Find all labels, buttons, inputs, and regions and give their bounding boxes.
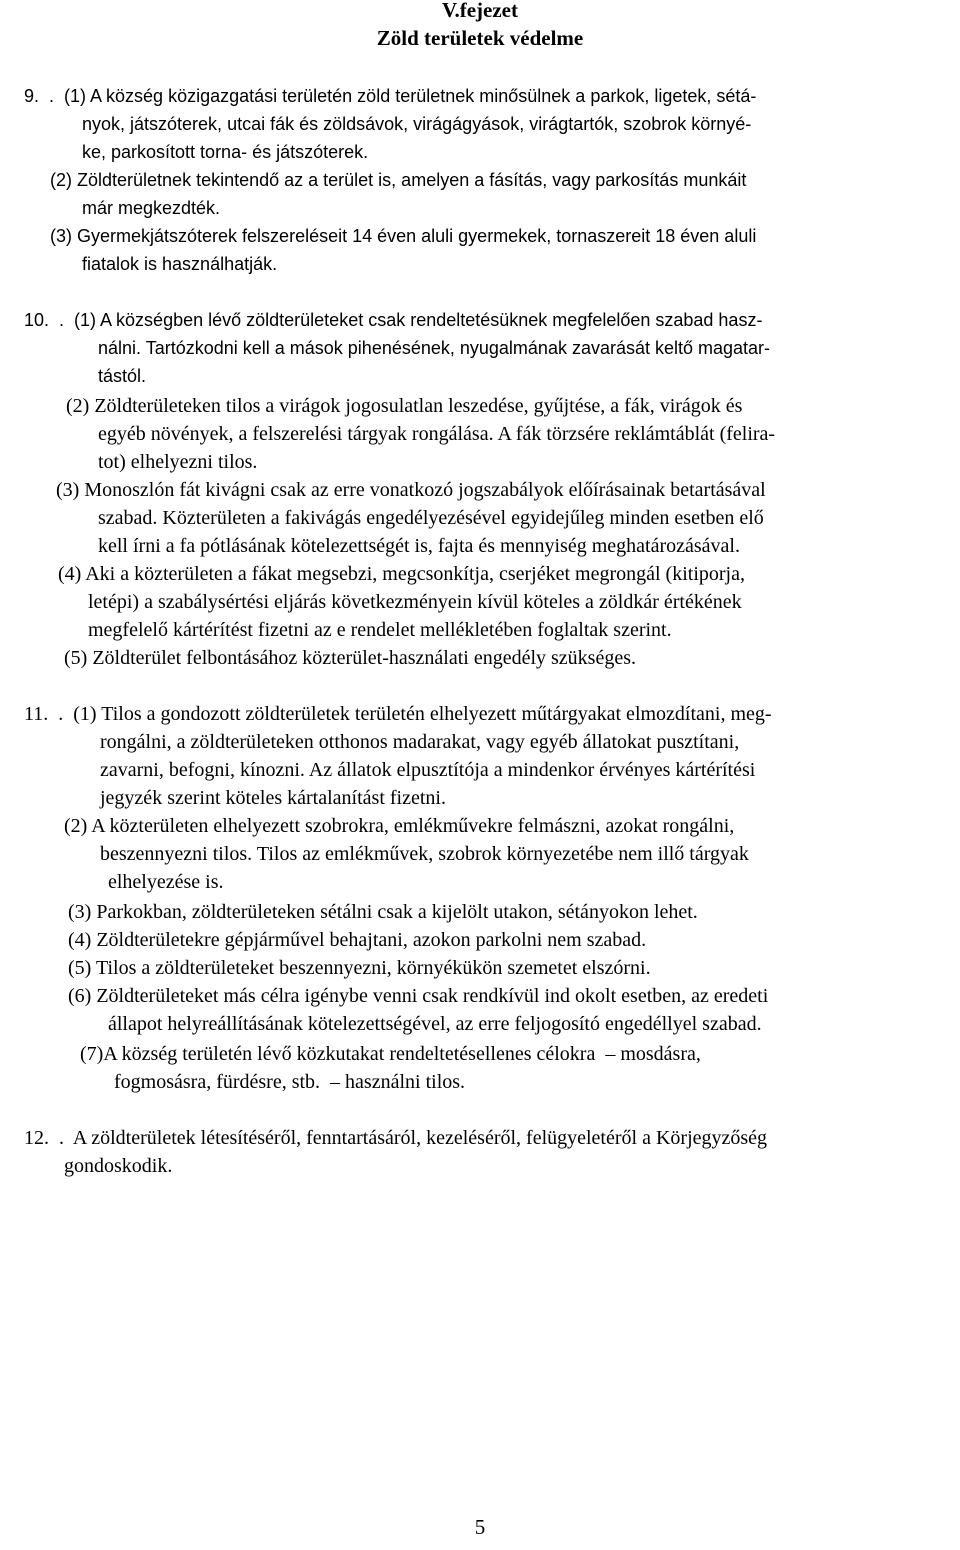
page-number: 5 [474, 1515, 486, 1539]
section-10-line: (3) Monoszlón fát kivágni csak az erre vonatkozó jogszabályok előírásainak betartásával [56, 479, 766, 501]
section-11-line: elhelyezése is. [108, 871, 224, 893]
section-10-line: nálni. Tartózkodni kell a mások pihenésének, nyugalmának zavarását keltő magatar- [98, 338, 771, 358]
chapter-title: Zöld területek védelme [376, 26, 584, 50]
section-10-line: megfelelő kártérítést fizetni az e rendelet mellékletében foglaltak szerint. [88, 619, 672, 641]
section-10-line: 10. . (1) A községben lévő zöldterületeket csak rendeltetésüknek megfelelően szabad hasz- [24, 310, 763, 330]
section-10-line: szabad. Közterületen a fakivágás engedélyezésével egyidejűleg minden esetben elő [98, 507, 764, 529]
section-11-line: rongálni, a zöldterületeken otthonos madarakat, vagy egyéb állatokat pusztítani, [100, 731, 740, 753]
section-9-line: fiatalok is használhatják. [82, 254, 278, 274]
section-12-line: 12. . A zöldterületek létesítéséről, fenntartásáról, kezeléséről, felügyeletéről a Körjegyzőség [24, 1127, 768, 1149]
section-11-line: (2) A közterületen elhelyezett szobrokra, emlékművekre felmászni, azokat rongálni, [64, 815, 735, 837]
section-9-line: nyok, játszóterek, utcai fák és zöldsávok, virágágyások, virágtartók, szobrok környé- [82, 114, 752, 134]
section-9-line: már megkezdték. [82, 198, 221, 218]
section-9-line: (3) Gyermekjátszóterek felszereléseit 14 éven aluli gyermekek, tornaszereit 18 éven aluli [50, 226, 757, 246]
chapter-number: V.fejezet [442, 0, 518, 22]
section-11-line: (7)A község területén lévő közkutakat rendeltetésellenes célokra – mosdásra, [80, 1043, 701, 1065]
section-10-line: (4) Aki a közterületen a fákat megsebzi, megcsonkítja, cserjéket megrongál (kitiporja, [58, 563, 745, 585]
section-9-line: 9. . (1) A község közigazgatási területén zöld területnek minősülnek a parkok, ligetek, sétá- [24, 86, 757, 106]
section-9-line: (2) Zöldterületnek tekintendő az a terület is, amelyen a fásítás, vagy parkosítás munkáit [50, 170, 747, 190]
section-11-line: (5) Tilos a zöldterületeket beszennyezni, környékükön szemetet elszórni. [68, 957, 651, 979]
section-10-line: tot) elhelyezni tilos. [98, 451, 258, 473]
section-11-line: (6) Zöldterületeket más célra igénybe venni csak rendkívül ind okolt esetben, az eredeti [68, 985, 769, 1007]
section-11-line: jegyzék szerint köteles kártalanítást fizetni. [100, 787, 446, 809]
section-11-line: beszennyezni tilos. Tilos az emlékművek, szobrok környezetébe nem illő tárgyak [100, 843, 749, 865]
section-11-line: állapot helyreállításának kötelezettségével, az erre feljogosító engedéllyel szabad. [108, 1013, 762, 1035]
section-10-line: (2) Zöldterületeken tilos a virágok jogosulatlan leszedése, gyűjtése, a fák, virágok és [66, 395, 743, 417]
section-11-line: fogmosásra, fürdésre, stb. – használni tilos. [114, 1071, 466, 1093]
section-10-line: kell írni a fa pótlásának kötelezettségét is, fajta és mennyiség meghatározásával. [98, 535, 740, 557]
section-11-line: zavarni, befogni, kínozni. Az állatok elpusztítója a mindenkor érvényes kártérítési [100, 759, 756, 781]
section-10-line: tástól. [98, 366, 147, 386]
section-9-line: ke, parkosított torna- és játszóterek. [82, 142, 369, 162]
section-11-line: (3) Parkokban, zöldterületeken sétálni csak a kijelölt utakon, sétányokon lehet. [68, 901, 698, 923]
section-10-line: letépi) a szabálysértési eljárás következményein kívül köteles a zöldkár értékének [88, 591, 742, 613]
section-10-line: (5) Zöldterület felbontásához közterület-használati engedély szükséges. [64, 647, 636, 669]
section-11-line: (4) Zöldterületekre gépjárművel behajtani, azokon parkolni nem szabad. [68, 929, 647, 951]
section-11-line: 11. . (1) Tilos a gondozott zöldterületek területén elhelyezett műtárgyakat elmozdítani, meg- [24, 703, 772, 725]
section-12-line: gondoskodik. [64, 1155, 173, 1177]
section-10-line: egyéb növények, a felszerelési tárgyak rongálása. A fák törzsére reklámtáblát (felira- [98, 423, 776, 445]
